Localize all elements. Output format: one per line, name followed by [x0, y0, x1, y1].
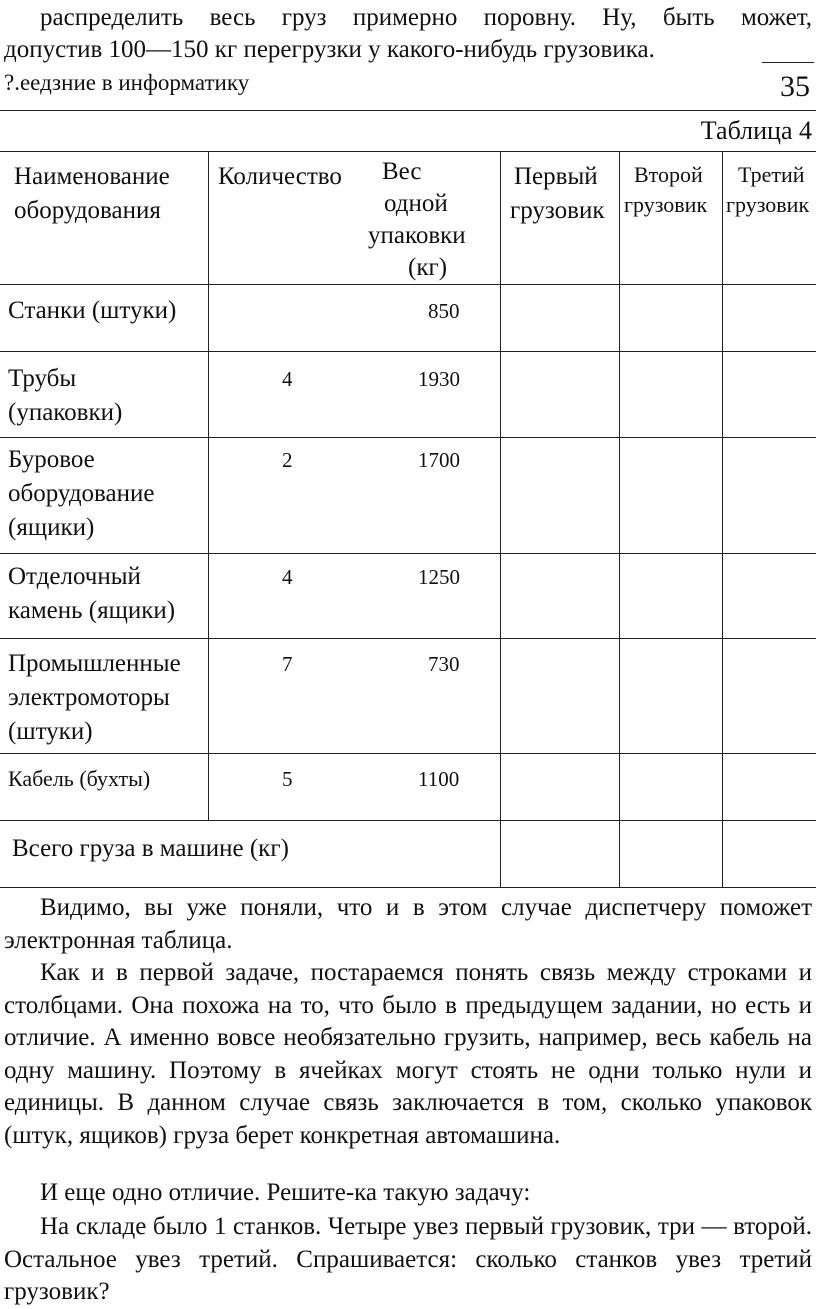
- row-rule: [0, 437, 816, 438]
- row-rule: [0, 638, 816, 639]
- table-row-name: Станки (штуки): [8, 297, 177, 324]
- column-rule: [722, 151, 723, 887]
- column-rule: [208, 151, 209, 820]
- table-row-quantity: 5: [282, 767, 293, 791]
- table-row-quantity: 7: [282, 652, 293, 676]
- table-row-weight: 1100: [418, 767, 460, 791]
- table-top-rule: [0, 151, 816, 152]
- table-row-name: Буровое оборудование (ящики): [8, 446, 155, 541]
- table-caption: Таблица 4: [700, 116, 812, 145]
- table-row-quantity: 2: [282, 448, 293, 472]
- table-row-quantity: 4: [282, 565, 293, 589]
- header-rule: [0, 110, 816, 111]
- table-row-weight: 1250: [418, 565, 460, 589]
- table-row-weight: 850: [428, 299, 460, 323]
- header-name: Наименование оборудования: [14, 163, 170, 224]
- running-header-title: ?.еедзние в информатику: [4, 70, 250, 95]
- table-row-name: Трубы (упаковки): [8, 365, 123, 426]
- row-rule: [0, 820, 816, 821]
- table-row-weight: 730: [428, 652, 460, 676]
- table-total-label: Всего груза в машине (кг): [12, 835, 289, 862]
- table-row-name: Кабель (бухты): [8, 766, 151, 791]
- header-quantity: Количество: [218, 163, 342, 190]
- table-row-weight: 1930: [418, 367, 460, 391]
- header-weight: Вес одной упаковки (кг): [368, 158, 466, 281]
- header-truck-2: Второй грузовик: [624, 162, 708, 217]
- table-row-weight: 1700: [418, 448, 460, 472]
- row-rule: [0, 284, 816, 285]
- column-rule: [619, 151, 620, 887]
- table-row-name: Отделочный камень (ящики): [8, 563, 176, 624]
- row-rule: [0, 351, 816, 352]
- body-paragraph: Как и в первой задаче, постараемся понять связь между строками и столбцами. Она похожа на то, что было в предыдущем задании, но есть и отличие. А именно вовсе необязательно грузить, например, весь кабель на одну машину. Поэтому в ячейках могут стоять не одни только нули и единицы. В данном случае связь заключается в том, сколько упаковок (штук, ящиков) груза берет конкретная автомашина.: [4, 959, 812, 1149]
- header-short-rule: [762, 62, 814, 63]
- header-truck-1: Первый грузовик: [510, 163, 605, 224]
- body-paragraph: Видимо, вы уже поняли, что и в этом случае диспетчеру поможет электронная таблица.: [4, 894, 812, 954]
- intro-line-1: распределить весь груз примерно поровну. Ну, быть может,: [40, 4, 812, 31]
- row-rule: [0, 553, 816, 554]
- row-rule: [0, 753, 816, 754]
- header-truck-3: Третий грузовик: [726, 162, 810, 217]
- body-paragraph: И еще одно отличие. Решите-ка такую задачу:: [40, 1179, 531, 1206]
- body-paragraph: На складе было 1 станков. Четыре увез первый грузовик, три — второй. Остальное увез третий. Спрашивается: сколько станков увез третий грузовик?: [4, 1213, 812, 1305]
- table-row-quantity: 4: [282, 367, 293, 391]
- intro-line-2: допустив 100—150 кг перегрузки у какого-нибудь грузовика.: [4, 36, 655, 63]
- table-row-name: Промышленные электромоторы (штуки): [8, 650, 181, 745]
- page-number: 35: [780, 70, 810, 103]
- table-bottom-rule: [0, 887, 816, 888]
